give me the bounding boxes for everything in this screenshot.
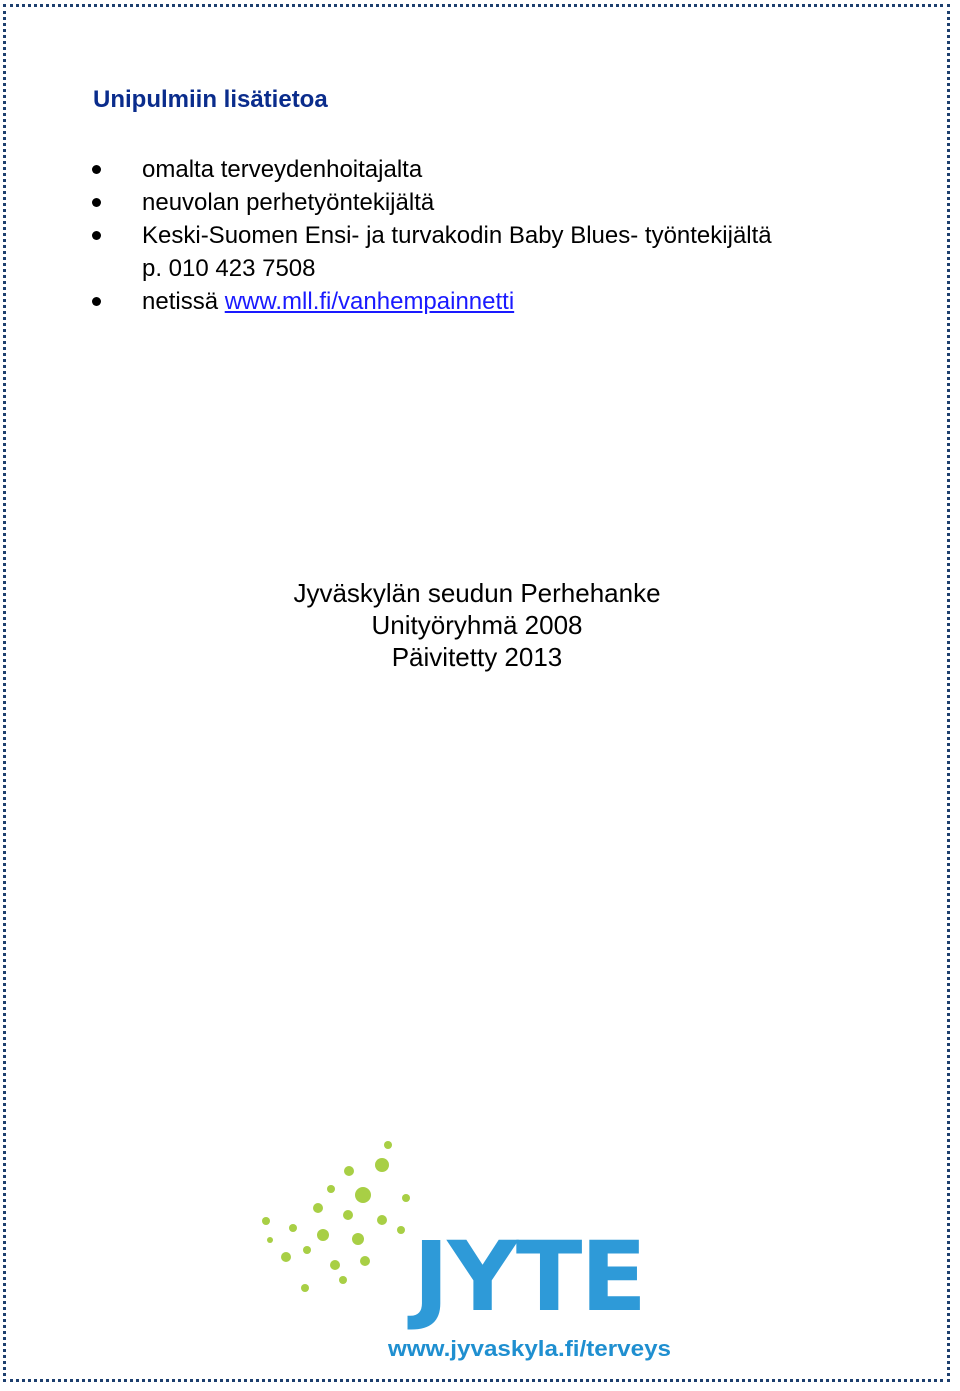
logo-dot (289, 1224, 297, 1232)
logo-url: www.jyvaskyla.fi/terveys (386, 1336, 671, 1361)
logo-dot (339, 1276, 347, 1284)
logo-dot (330, 1260, 340, 1270)
logo-dot (402, 1194, 410, 1202)
page-title: Unipulmiin lisätietoa (93, 86, 328, 113)
footer-line-group: Unityöryhmä 2008 (371, 610, 583, 640)
bullet-icon (92, 297, 101, 306)
logo-dot (301, 1284, 309, 1292)
jyte-logo (255, 1135, 695, 1365)
logo-dot (303, 1246, 311, 1254)
logo-dot (267, 1237, 273, 1243)
logo-dot (352, 1233, 364, 1245)
phone-number: p. 010 423 7508 (142, 255, 316, 282)
list-item-text: omalta terveydenhoitajalta (142, 156, 423, 183)
list-item-text: netissä (142, 288, 225, 315)
logo-dot (313, 1203, 323, 1213)
logo-dot (327, 1185, 335, 1193)
logo-dot (317, 1229, 329, 1241)
logo-dot (344, 1166, 354, 1176)
bullet-icon (92, 165, 101, 174)
logo-dots-icon (262, 1141, 410, 1292)
logo-dot (377, 1215, 387, 1225)
footer-line-updated: Päivitetty 2013 (391, 642, 563, 672)
logo-wordmark: JYTE (406, 1221, 645, 1333)
logo-dot (355, 1187, 371, 1203)
logo-dot (360, 1256, 370, 1266)
bullet-icon (92, 198, 101, 207)
list-item (0, 285, 940, 318)
bullet-icon (92, 231, 101, 240)
logo-dot (375, 1158, 389, 1172)
list-item (0, 219, 940, 285)
footer-line-project: Jyväskylän seudun Perhehanke (293, 578, 661, 608)
logo-dot (262, 1217, 270, 1225)
logo-dot (397, 1226, 405, 1234)
logo-dot (343, 1210, 353, 1220)
logo-dot (384, 1141, 392, 1149)
list-item-text: Keski-Suomen Ensi- ja turvakodin Baby Blues- työntekijältä (142, 222, 772, 249)
info-list (0, 153, 940, 318)
logo-dot (281, 1252, 291, 1262)
list-item-text: neuvolan perhetyöntekijältä (142, 189, 435, 216)
vanhempainnetti-link[interactable]: www.mll.fi/vanhempainnetti (224, 288, 515, 315)
list-item (0, 153, 940, 186)
list-item (0, 186, 940, 219)
footer-credits (0, 577, 954, 673)
